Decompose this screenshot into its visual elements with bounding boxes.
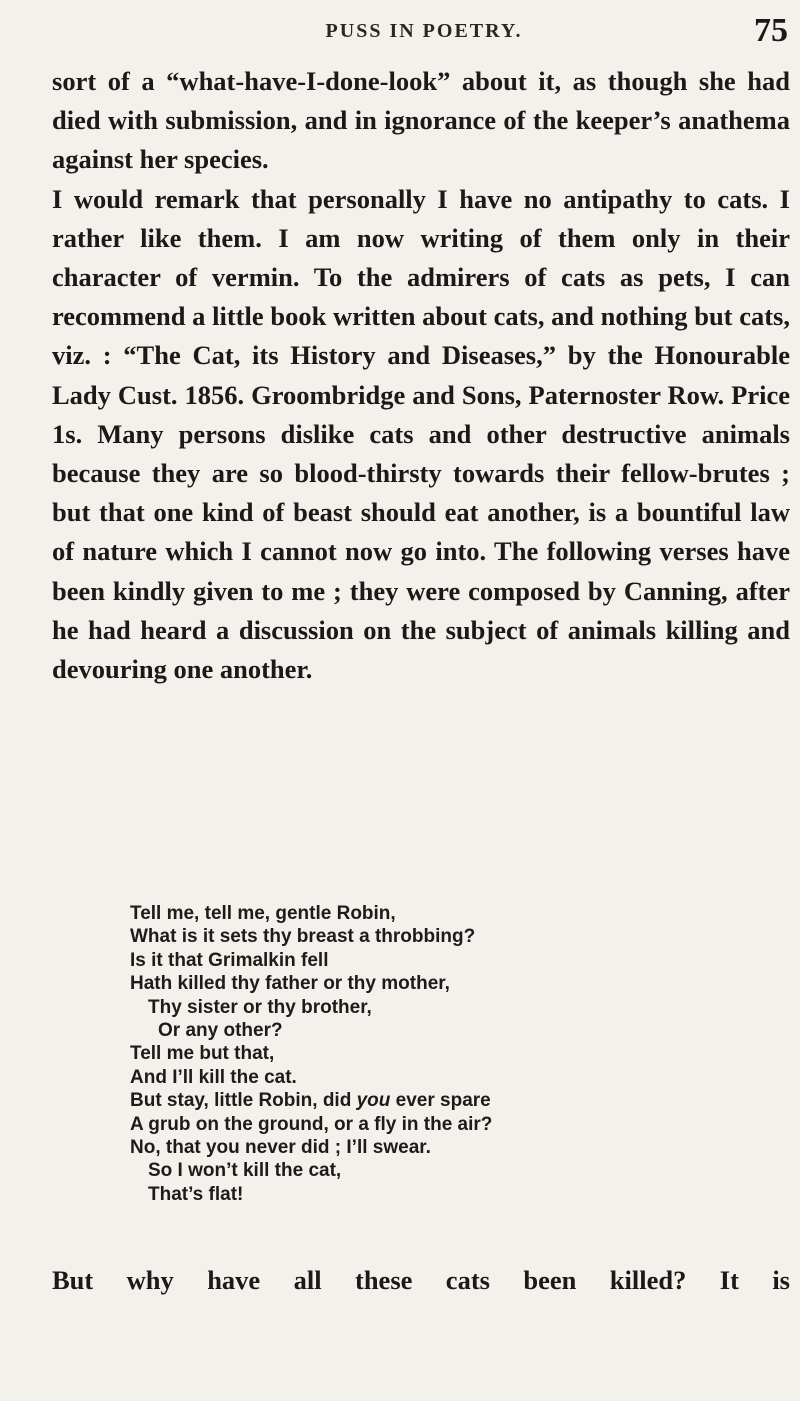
running-head: PUSS IN POETRY.: [325, 20, 523, 42]
poem-line: Hath killed thy father or thy mother,: [130, 973, 450, 995]
poem-line: No, that you never did ; I’ll swear.: [130, 1137, 431, 1159]
poem-line: That’s flat!: [148, 1183, 244, 1205]
poem: [130, 902, 770, 1206]
poem-line: A grub on the ground, or a fly in the air?: [130, 1113, 493, 1135]
closing-line: But why have all these cats been killed? It is: [52, 1265, 790, 1295]
page-header: [60, 12, 788, 52]
poem-line: Is it that Grimalkin fell: [130, 949, 329, 971]
poem-line: Tell me, tell me, gentle Robin,: [130, 903, 396, 924]
body-text: [52, 62, 790, 689]
poem-text: But stay, little Robin, did: [130, 1090, 357, 1112]
poem-emphasis: you: [356, 1090, 391, 1112]
poem-line: Tell me but that,: [130, 1043, 275, 1065]
paragraph-cats: I would remark that personally I have no antipathy to cats. I rather like them. I am now writing of them only in their character of vermin. To the admirers of cats as pets, I can recommend a little book written about cats, and nothing but cats, viz. : “The Cat, its History and Diseases,” by the Honourable Lady Cust. 1856. Groombridge and Sons, Paternoster Row. Price 1s. Many persons dislike cats and other destructive animals because they are so blood-thirsty towards their fellow-brutes ; but that one kind of beast should eat another, is a bountiful law of nature which I cannot now go into. The following verses have been kindly given to me ; they were composed by Canning, after he had heard a discussion on the subject of animals killing and devouring one another.: [52, 183, 790, 685]
poem-line: Thy sister or thy brother,: [148, 996, 372, 1018]
paragraph-continuation: sort of a “what-have-I-done-look” about it, as though she had died with submission, and in ignorance of the keeper’s anathema against her species.: [52, 66, 790, 175]
poem-line: What is it sets thy breast a throbbing?: [130, 926, 476, 948]
page-number: 75: [754, 12, 788, 49]
poem-line: [130, 1089, 770, 1112]
poem-line: And I’ll kill the cat.: [130, 1066, 297, 1088]
poem-line: So I won’t kill the cat,: [148, 1160, 342, 1182]
poem-line: Or any other?: [158, 1020, 283, 1042]
poem-text: ever spare: [390, 1090, 491, 1112]
